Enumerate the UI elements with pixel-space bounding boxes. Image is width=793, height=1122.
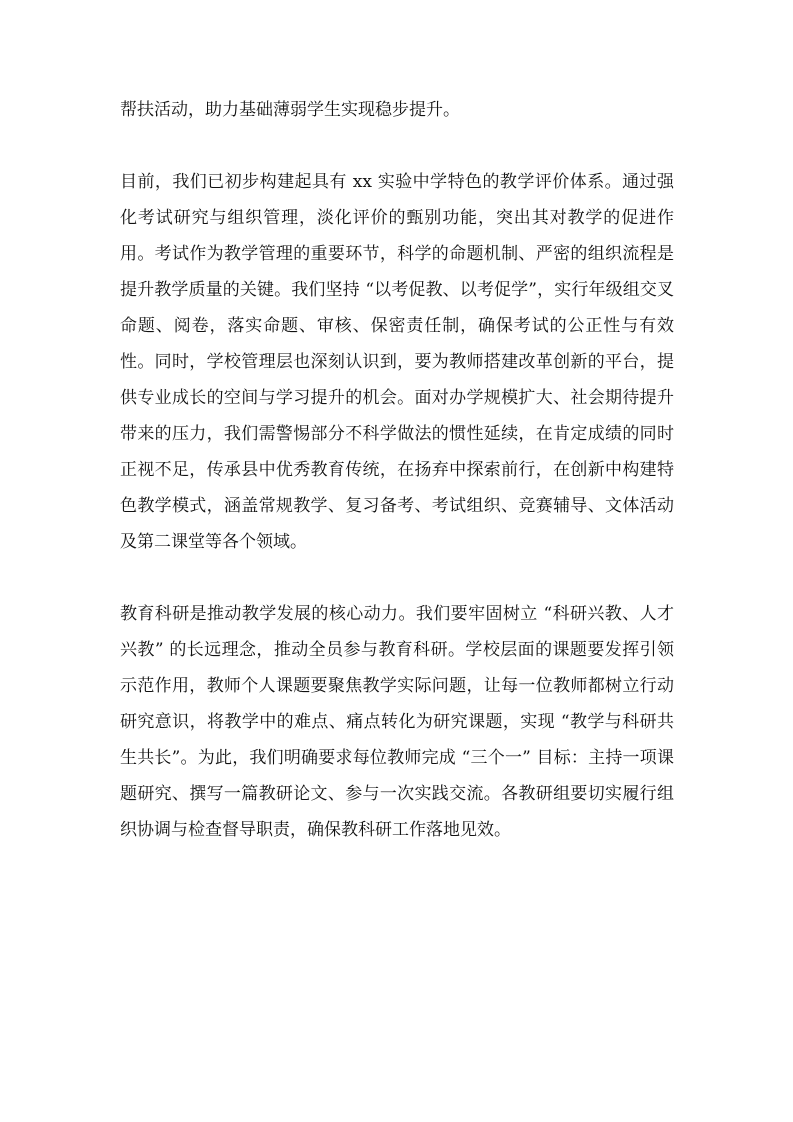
paragraph-support-activities: 帮扶活动，助力基础薄弱学生实现稳步提升。: [120, 100, 460, 120]
paragraph-evaluation-system: 目前，我们已初步构建起具有 xx 实验中学特色的教学评价体系。通过强化考试研究与组织管理，淡化评价的甄别功能，突出其对教学的促进作用。考试作为教学管理的重要环节，科学的命题机制、严密的组织流程是提升教学质量的关键。我们坚持 “以考促教、以考促学”，实行年级组交叉命题、阅卷，落实命题、审核、保密责任制，确保考试的公正性与有效性。同时，学校管理层也深刻认识到，要为教师搭建改革创新的平台，提供专业成长的空间与学习提升的机会。面对办学规模扩大、社会期待提升带来的压力，我们需警惕部分不科学做法的惯性延续，在肯定成绩的同时正视不足，传承县中优秀教育传统，在扬弃中探索前行，在创新中构建特色教学模式，涵盖常规教学、复习备考、考试组织、竞赛辅导、文体活动及第二课堂等各个领域。: [120, 172, 674, 552]
document-body: [120, 92, 674, 848]
paragraph-education-research: 教育科研是推动教学发展的核心动力。我们要牢固树立 “科研兴教、人才兴教” 的长远理念，推动全员参与教育科研。学校层面的课题要发挥引领示范作用，教师个人课题要聚焦教学实际问题，让每一位教师都树立行动研究意识，将教学中的难点、痛点转化为研究课题，实现 “教学与科研共生共长”。为此，我们明确要求每位教师完成 “三个一” 目标：主持一项课题研究、撰写一篇教研论文、参与一次实践交流。各教研组要切实履行组织协调与检查督导职责，确保教科研工作落地见效。: [120, 604, 674, 840]
